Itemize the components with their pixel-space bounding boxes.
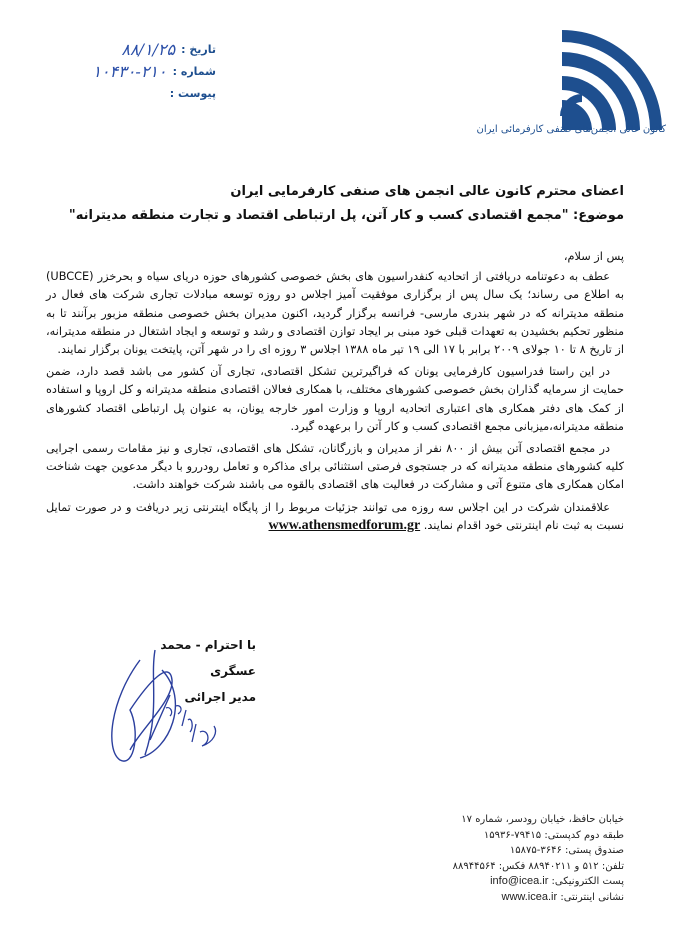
footer-web-row <box>394 890 624 906</box>
organization-name: کانون عالی انجمن‌های صنفی کارفرمائی ایران <box>476 124 666 135</box>
paragraph-2: در این راستا فدراسیون کارفرمایی یونان که فراگیرترین تشکل اقتصادی، تجاری آن کشور می باشد قصد دارد، ضمن حمایت از سرمایه گذاران بخش خصوصی کشورهای مختلف، با همکاری فعالان اقتصادی منطقه مدیترانه و کل اروپا و استفاده از کمک های دفتر همکاری های اعتباری اتحادیه اروپا و وزارت امور خارجه یونان، به عنوان پل ارتباطی اقتصاد کشورهای منطقه مدیترانه،میزبانی مجمع اقتصادی کسب و کار آتن را برعهده گیرد. <box>46 365 624 433</box>
footer-pobox: صندوق پستی: ۳۶۴۶-۱۵۸۷۵ <box>509 845 624 856</box>
addressee-line: اعضای محترم کانون عالی انجمن های صنفی کارفرمایی ایران <box>230 184 624 199</box>
footer-address: خیابان حافظ، خیابان رودسر، شماره ۱۷ <box>461 814 624 825</box>
footer-web[interactable]: www.icea.ir <box>501 890 558 903</box>
greeting: پس از سلام، <box>563 250 624 263</box>
contact-footer <box>394 812 624 905</box>
attachment-label: پیوست : <box>169 86 216 100</box>
footer-phone: تلفن: ۵۱۲ و ۸۸۹۴۰۲۱۱ فکس: ۸۸۹۴۴۵۶۴ <box>452 860 624 872</box>
footer-web-label: نشانی اینترنتی: <box>560 891 624 903</box>
letter-meta <box>56 38 216 104</box>
date-value: ۸۸/۱/۲۵ <box>121 39 176 59</box>
paragraph-1: عطف به دعوتنامه دریافتی از اتحادیه کنفدراسیون های بخش خصوصی کشورهای حوزه دریای سیاه و بحرخزر (UBCCE) به اطلاع می رساند؛ یک سال پس از برگزاری موفقیت آمیز اجلاس دو روزه توسعه مبادلات تجاری شرکت های فعال در منطقه مدیترانه که در شهر بندری مارسی- فرانسه برگزار گردید، اکنون مدیران بخش خصوصی منطقه مزبور برآنند تا به منظور تحکیم بخشیدن به تعهدات قبلی خود مبنی بر ایجاد توازن اقتصادی و رشد و توسعه و ایجاد اشتغال در منطقه مدیترانه، از تاریخ ۸ تا ۱۰ جولای ۲۰۰۹ برابر با ۱۷ الی ۱۹ تیر ماه ۱۳۸۸ اجلاس ۳ روزه ای را در شهر آتن، پایتخت یونان برگزار نمایند. <box>46 270 624 357</box>
footer-postal: طبقه دوم کدپستی: ۷۹۴۱۵-۱۵۹۳۶ <box>483 829 624 841</box>
paragraph-3: در مجمع اقتصادی آتن بیش از ۸۰۰ نفر از مدیران و بازرگانان، تشکل های اقتصادی، تجاری و نیز مقامات رسمی اجرایی کلیه کشورهای منطقه مدیترانه که در جستجوی فرصتی استثنائی برای مذاکره و تعامل رودررو با دیگر مدعوین جهت شناخت امکان همکاری های متنوع آتی و مشارکت در فعالیت های اقتصادی بالقوه می باشند شرکت خواهند داشت. <box>46 442 624 492</box>
footer-email-label: پست الکترونیکی: <box>551 876 624 887</box>
attachment-row <box>56 82 216 104</box>
handwritten-date <box>162 702 222 752</box>
letter-body <box>46 248 624 539</box>
forum-website-link[interactable]: www.athensmedforum.gr <box>268 517 421 533</box>
date-label: تاریخ : <box>181 42 216 56</box>
subject-line: موضوع: "مجمع اقتصادی کسب و کار آتن، پل ارتباطی اقتصاد و تجارت منطقه مدیترانه" <box>68 208 624 223</box>
footer-email-row <box>394 874 624 890</box>
number-label: شماره : <box>172 64 216 78</box>
date-row <box>56 38 216 60</box>
footer-email[interactable]: info@icea.ir <box>490 875 549 887</box>
number-value: ۱۰۴۳۰-۲۱۰ <box>92 61 167 81</box>
closing-paragraph <box>46 499 624 535</box>
number-row <box>56 60 216 82</box>
signature-regards: با احترام - محمد عسگری <box>160 638 256 678</box>
closing-text: علاقمندان شرکت در این اجلاس سه روزه می توانند جزئیات مربوط را از پایگاه اینترنتی زیر دریافت و در صورت تمایل نسبت به ثبت نام اینترنتی خود اقدام نمایند. <box>46 500 624 532</box>
signature-title: مدیر اجرائی <box>184 690 256 704</box>
